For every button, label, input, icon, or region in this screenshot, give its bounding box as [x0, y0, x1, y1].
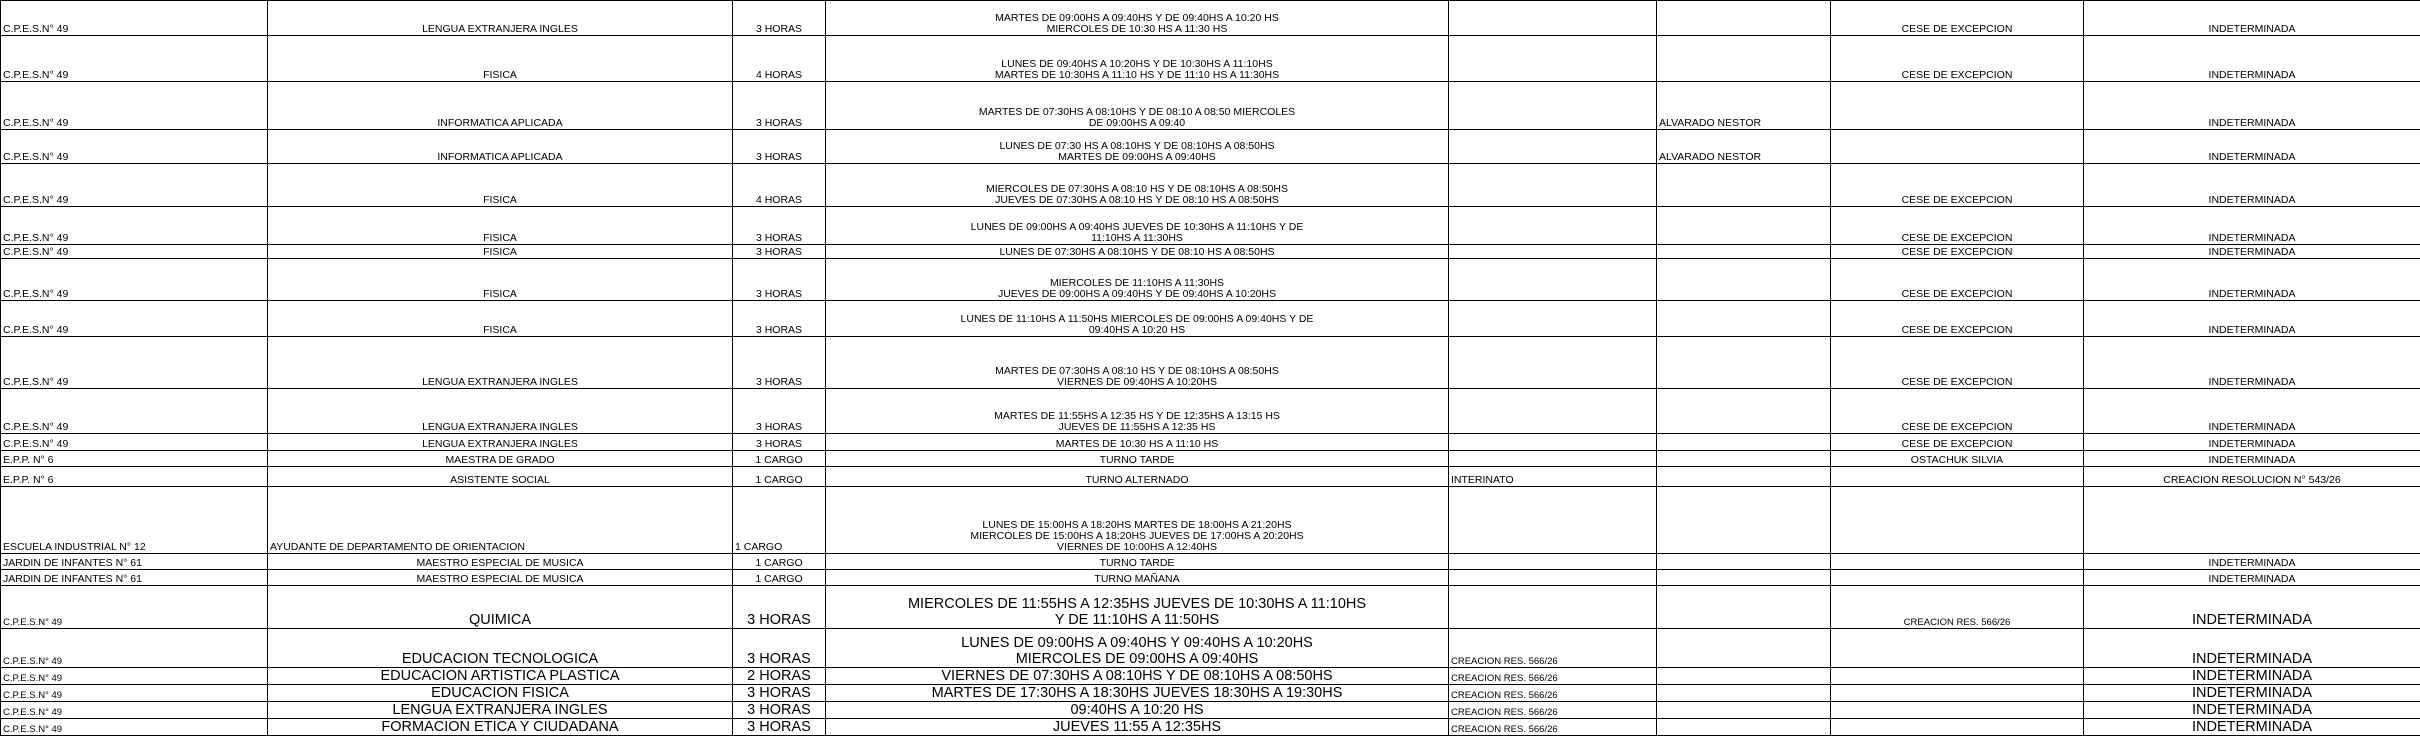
hours-cell: 3 HORAS — [733, 629, 826, 668]
schedule-line: MARTES DE 09:00HS A 09:40HS Y DE 09:40HS A 10:20 HS — [995, 12, 1279, 24]
name-cell — [1657, 259, 1831, 301]
type-cell: INDETERMINADA — [2084, 685, 2420, 702]
situation-cell — [1449, 586, 1657, 629]
subject-cell: INFORMATICA APLICADA — [268, 82, 733, 130]
hours-cell: 3 HORAS — [733, 245, 826, 259]
situation-cell — [1449, 451, 1657, 467]
subject-cell: FISICA — [268, 36, 733, 82]
hours-cell: 3 HORAS — [733, 719, 826, 736]
schedule-line: LUNES DE 07:30HS A 08:10HS Y DE 08:10 HS A 08:50HS — [999, 246, 1275, 258]
hours-cell: 3 HORAS — [733, 301, 826, 337]
institution-cell: C.P.E.S.N° 49 — [1, 245, 268, 259]
schedule-cell — [826, 554, 1449, 570]
type-cell: INDETERMINADA — [2084, 245, 2420, 259]
name-cell — [1657, 434, 1831, 451]
schedule-cell — [826, 570, 1449, 586]
status-cell: CESE DE EXCEPCION — [1831, 259, 2084, 301]
table-row — [1, 434, 2420, 451]
name-cell — [1657, 570, 1831, 586]
institution-cell: C.P.E.S.N° 49 — [1, 719, 268, 736]
type-cell: INDETERMINADA — [2084, 130, 2420, 164]
institution-cell: C.P.E.S.N° 49 — [1, 389, 268, 434]
table-row — [1, 130, 2420, 164]
type-cell: INDETERMINADA — [2084, 702, 2420, 719]
name-cell — [1657, 389, 1831, 434]
status-cell — [1831, 487, 2084, 554]
hours-cell: 3 HORAS — [733, 82, 826, 130]
status-cell — [1831, 554, 2084, 570]
schedule-line: MIERCOLES DE 09:00HS A 09:40HS — [1015, 651, 1259, 667]
subject-cell: EDUCACION FISICA — [268, 685, 733, 702]
situation-cell — [1449, 301, 1657, 337]
schedule-cell — [826, 487, 1449, 554]
subject-cell: QUIMICA — [268, 586, 733, 629]
table-row — [1, 36, 2420, 82]
status-cell — [1831, 668, 2084, 685]
hours-cell: 4 HORAS — [733, 36, 826, 82]
status-cell: CESE DE EXCEPCION — [1831, 434, 2084, 451]
situation-cell — [1449, 389, 1657, 434]
institution-cell: C.P.E.S.N° 49 — [1, 629, 268, 668]
schedule-cell — [826, 337, 1449, 389]
type-cell: INDETERMINADA — [2084, 389, 2420, 434]
status-cell: CESE DE EXCEPCION — [1831, 337, 2084, 389]
schedule-line: MARTES DE 10:30 HS A 11:10 HS — [1055, 438, 1219, 450]
situation-cell: CREACION RES. 566/26 — [1449, 685, 1657, 702]
hours-cell: 3 HORAS — [733, 207, 826, 245]
name-cell — [1657, 685, 1831, 702]
type-cell: INDETERMINADA — [2084, 301, 2420, 337]
hours-cell: 1 CARGO — [733, 467, 826, 487]
institution-cell: C.P.E.S.N° 49 — [1, 668, 268, 685]
situation-cell: CREACION RES. 566/26 — [1449, 668, 1657, 685]
schedule-cell — [826, 36, 1449, 82]
type-cell: INDETERMINADA — [2084, 668, 2420, 685]
institution-cell: C.P.E.S.N° 49 — [1, 301, 268, 337]
schedule-line: MARTES DE 11:55HS A 12:35 HS Y DE 12:35HS A 13:15 HS — [994, 410, 1280, 422]
situation-cell — [1449, 36, 1657, 82]
subject-cell: LENGUA EXTRANJERA INGLES — [268, 434, 733, 451]
schedule-line: 09:40HS A 10:20 HS — [1088, 324, 1186, 336]
table-row — [1, 245, 2420, 259]
situation-cell — [1449, 1, 1657, 36]
table-row — [1, 207, 2420, 245]
subject-cell: FISICA — [268, 207, 733, 245]
table-row — [1, 586, 2420, 629]
status-cell — [1831, 570, 2084, 586]
situation-cell: INTERINATO — [1449, 467, 1657, 487]
table-row — [1, 1, 2420, 36]
institution-cell: C.P.E.S.N° 49 — [1, 1, 268, 36]
institution-cell: C.P.E.S.N° 49 — [1, 82, 268, 130]
status-cell: OSTACHUK SILVIA — [1831, 451, 2084, 467]
schedule-line: LUNES DE 11:10HS A 11:50HS MIERCOLES DE 09:00HS A 09:40HS Y DE — [960, 313, 1314, 325]
status-cell: CESE DE EXCEPCION — [1831, 389, 2084, 434]
institution-cell: C.P.E.S.N° 49 — [1, 164, 268, 207]
status-cell — [1831, 719, 2084, 736]
schedule-cell — [826, 451, 1449, 467]
schedule-line: JUEVES DE 11:55HS A 12:35 HS — [1058, 421, 1216, 433]
situation-cell — [1449, 570, 1657, 586]
situation-cell: CREACION RES. 566/26 — [1449, 702, 1657, 719]
situation-cell — [1449, 130, 1657, 164]
subject-cell: FISICA — [268, 301, 733, 337]
status-cell: CESE DE EXCEPCION — [1831, 245, 2084, 259]
schedule-line: JUEVES DE 09:00HS A 09:40HS Y DE 09:40HS A 10:20HS — [997, 288, 1277, 300]
schedule-line: MIERCOLES DE 07:30HS A 08:10 HS Y DE 08:10HS A 08:50HS — [986, 183, 1288, 195]
schedule-line: LUNES DE 15:00HS A 18:20HS MARTES DE 18:00HS A 21:20HS — [982, 519, 1292, 531]
table-row — [1, 467, 2420, 487]
table-row — [1, 301, 2420, 337]
institution-cell: C.P.E.S.N° 49 — [1, 586, 268, 629]
schedule-line: 11:10HS A 11:30HS — [1091, 232, 1183, 244]
name-cell — [1657, 1, 1831, 36]
table-row — [1, 685, 2420, 702]
subject-cell: FISICA — [268, 245, 733, 259]
table-row — [1, 702, 2420, 719]
institution-cell: C.P.E.S.N° 49 — [1, 702, 268, 719]
schedule-line: MIERCOLES DE 15:00HS A 18:20HS JUEVES DE 17:00HS A 20:20HS — [970, 530, 1304, 542]
schedule-line: LUNES DE 09:00HS A 09:40HS JUEVES DE 10:30HS A 11:10HS Y DE — [970, 221, 1304, 233]
situation-cell — [1449, 164, 1657, 207]
hours-cell: 1 CARGO — [733, 554, 826, 570]
type-cell: INDETERMINADA — [2084, 36, 2420, 82]
schedule-line: JUEVES 11:55 A 12:35HS — [1052, 719, 1222, 735]
name-cell — [1657, 301, 1831, 337]
type-cell: INDETERMINADA — [2084, 164, 2420, 207]
situation-cell — [1449, 554, 1657, 570]
hours-cell: 3 HORAS — [733, 259, 826, 301]
situation-cell — [1449, 434, 1657, 451]
institution-cell: C.P.E.S.N° 49 — [1, 130, 268, 164]
hours-cell: 2 HORAS — [733, 668, 826, 685]
institution-cell: C.P.E.S.N° 49 — [1, 36, 268, 82]
schedule-line: DE 09:00HS A 09:40 — [1088, 117, 1186, 129]
schedule-line: MARTES DE 17:30HS A 18:30HS JUEVES 18:30HS A 19:30HS — [931, 685, 1343, 701]
schedule-line: LUNES DE 07:30 HS A 08:10HS Y DE 08:10HS A 08:50HS — [999, 140, 1275, 152]
type-cell: INDETERMINADA — [2084, 451, 2420, 467]
type-cell: CREACION RESOLUCION N° 543/26 — [2084, 467, 2420, 487]
schedule-line: VIERNES DE 09:40HS A 10:20HS — [1057, 376, 1217, 388]
schedule-line: MARTES DE 09:00HS A 09:40HS — [1058, 151, 1216, 163]
status-cell: CESE DE EXCEPCION — [1831, 164, 2084, 207]
subject-cell: LENGUA EXTRANJERA INGLES — [268, 702, 733, 719]
schedule-line: VIERNES DE 10:00HS A 12:40HS — [1057, 541, 1217, 553]
status-cell — [1831, 702, 2084, 719]
type-cell: INDETERMINADA — [2084, 586, 2420, 629]
status-cell — [1831, 130, 2084, 164]
subject-cell: FISICA — [268, 164, 733, 207]
hours-cell: 3 HORAS — [733, 1, 826, 36]
situation-cell — [1449, 337, 1657, 389]
schedule-cell — [826, 301, 1449, 337]
schedule-line: LUNES DE 09:40HS A 10:20HS Y DE 10:30HS A 11:10HS — [1001, 58, 1273, 70]
name-cell — [1657, 36, 1831, 82]
situation-cell — [1449, 245, 1657, 259]
type-cell: INDETERMINADA — [2084, 554, 2420, 570]
institution-cell: C.P.E.S.N° 49 — [1, 259, 268, 301]
status-cell: CREACION RES. 566/26 — [1831, 586, 2084, 629]
situation-cell — [1449, 487, 1657, 554]
type-cell: INDETERMINADA — [2084, 82, 2420, 130]
situation-cell — [1449, 207, 1657, 245]
table-row — [1, 629, 2420, 668]
name-cell — [1657, 337, 1831, 389]
schedule-line: TURNO ALTERNADO — [1085, 474, 1189, 486]
type-cell: INDETERMINADA — [2084, 207, 2420, 245]
name-cell — [1657, 245, 1831, 259]
subject-cell: AYUDANTE DE DEPARTAMENTO DE ORIENTACION — [268, 487, 733, 554]
table-row — [1, 719, 2420, 736]
schedule-line: Y DE 11:10HS A 11:50HS — [1054, 612, 1220, 628]
institution-cell: E.P.P. N° 6 — [1, 451, 268, 467]
table-row — [1, 337, 2420, 389]
schedule-cell — [826, 702, 1449, 719]
subject-cell: LENGUA EXTRANJERA INGLES — [268, 1, 733, 36]
institution-cell: C.P.E.S.N° 49 — [1, 207, 268, 245]
name-cell — [1657, 629, 1831, 668]
subject-cell: FISICA — [268, 259, 733, 301]
schedule-cell — [826, 668, 1449, 685]
type-cell: INDETERMINADA — [2084, 259, 2420, 301]
status-cell — [1831, 467, 2084, 487]
hours-cell: 3 HORAS — [733, 337, 826, 389]
type-cell: INDETERMINADA — [2084, 570, 2420, 586]
name-cell: ALVARADO NESTOR — [1657, 82, 1831, 130]
institution-cell: JARDIN DE INFANTES N° 61 — [1, 554, 268, 570]
table-row — [1, 570, 2420, 586]
subject-cell: MAESTRA DE GRADO — [268, 451, 733, 467]
hours-cell: 3 HORAS — [733, 586, 826, 629]
name-cell: ALVARADO NESTOR — [1657, 130, 1831, 164]
hours-cell: 3 HORAS — [733, 685, 826, 702]
subject-cell: LENGUA EXTRANJERA INGLES — [268, 389, 733, 434]
schedule-cell — [826, 389, 1449, 434]
table-row — [1, 487, 2420, 554]
name-cell — [1657, 668, 1831, 685]
status-cell — [1831, 629, 2084, 668]
name-cell — [1657, 586, 1831, 629]
schedule-cell — [826, 685, 1449, 702]
subject-cell: MAESTRO ESPECIAL DE MUSICA — [268, 554, 733, 570]
schedule-line: MIERCOLES DE 11:55HS A 12:35HS JUEVES DE 10:30HS A 11:10HS — [907, 596, 1367, 612]
institution-cell: C.P.E.S.N° 49 — [1, 685, 268, 702]
schedule-cell — [826, 719, 1449, 736]
name-cell — [1657, 164, 1831, 207]
hours-cell: 3 HORAS — [733, 702, 826, 719]
schedule-cell — [826, 164, 1449, 207]
schedule-line: MARTES DE 07:30HS A 08:10 HS Y DE 08:10HS A 08:50HS — [995, 365, 1279, 377]
situation-cell — [1449, 82, 1657, 130]
status-cell — [1831, 685, 2084, 702]
hours-cell: 1 CARGO — [733, 487, 826, 554]
schedule-line: MIERCOLES DE 11:10HS A 11:30HS — [1049, 277, 1225, 289]
schedule-cell — [826, 245, 1449, 259]
schedule-cell — [826, 207, 1449, 245]
institution-cell: ESCUELA INDUSTRIAL N° 12 — [1, 487, 268, 554]
subject-cell: FORMACION ETICA Y CIUDADANA — [268, 719, 733, 736]
name-cell — [1657, 451, 1831, 467]
subject-cell: EDUCACION TECNOLOGICA — [268, 629, 733, 668]
subject-cell: ASISTENTE SOCIAL — [268, 467, 733, 487]
status-cell: CESE DE EXCEPCION — [1831, 1, 2084, 36]
status-cell: CESE DE EXCEPCION — [1831, 36, 2084, 82]
institution-cell: JARDIN DE INFANTES N° 61 — [1, 570, 268, 586]
situation-cell — [1449, 259, 1657, 301]
type-cell: INDETERMINADA — [2084, 629, 2420, 668]
type-cell: INDETERMINADA — [2084, 337, 2420, 389]
hours-cell: 3 HORAS — [733, 389, 826, 434]
schedule-cell — [826, 467, 1449, 487]
schedule-cell — [826, 629, 1449, 668]
subject-cell: EDUCACION ARTISTICA PLASTICA — [268, 668, 733, 685]
schedule-line: MARTES DE 10:30HS A 11:10 HS Y DE 11:10 HS A 11:30HS — [994, 69, 1280, 81]
type-cell — [2084, 487, 2420, 554]
status-cell — [1831, 82, 2084, 130]
schedule-line: JUEVES DE 07:30HS A 08:10 HS Y DE 08:10 HS A 08:50HS — [995, 194, 1279, 206]
table-row — [1, 164, 2420, 207]
schedule-cell — [826, 82, 1449, 130]
schedule-line: MIERCOLES DE 10:30 HS A 11:30 HS — [1046, 23, 1228, 35]
schedule-line: MARTES DE 07:30HS A 08:10HS Y DE 08:10 A 08:50 MIERCOLES — [978, 106, 1296, 118]
name-cell — [1657, 719, 1831, 736]
schedule-line: TURNO TARDE — [1099, 557, 1175, 569]
name-cell — [1657, 702, 1831, 719]
table-row — [1, 554, 2420, 570]
institution-cell: C.P.E.S.N° 49 — [1, 337, 268, 389]
subject-cell: MAESTRO ESPECIAL DE MUSICA — [268, 570, 733, 586]
schedule-cell — [826, 130, 1449, 164]
institution-cell: C.P.E.S.N° 49 — [1, 434, 268, 451]
hours-cell: 1 CARGO — [733, 451, 826, 467]
type-cell: INDETERMINADA — [2084, 719, 2420, 736]
institution-cell: E.P.P. N° 6 — [1, 467, 268, 487]
table-row — [1, 82, 2420, 130]
hours-cell: 3 HORAS — [733, 130, 826, 164]
schedule-line: TURNO MAÑANA — [1094, 573, 1180, 585]
type-cell: INDETERMINADA — [2084, 1, 2420, 36]
hours-cell: 1 CARGO — [733, 570, 826, 586]
name-cell — [1657, 487, 1831, 554]
schedule-cell — [826, 434, 1449, 451]
schedule-line: 09:40HS A 10:20 HS — [1070, 702, 1204, 718]
schedule-cell — [826, 259, 1449, 301]
name-cell — [1657, 554, 1831, 570]
schedule-cell — [826, 586, 1449, 629]
subject-cell: LENGUA EXTRANJERA INGLES — [268, 337, 733, 389]
table-row — [1, 668, 2420, 685]
table-row — [1, 259, 2420, 301]
name-cell — [1657, 207, 1831, 245]
hours-cell: 4 HORAS — [733, 164, 826, 207]
situation-cell: CREACION RES. 566/26 — [1449, 629, 1657, 668]
status-cell: CESE DE EXCEPCION — [1831, 301, 2084, 337]
schedule-line: VIERNES DE 07:30HS A 08:10HS Y DE 08:10HS A 08:50HS — [941, 668, 1333, 684]
schedule-line: LUNES DE 09:00HS A 09:40HS Y 09:40HS A 10:20HS — [961, 635, 1313, 651]
name-cell — [1657, 467, 1831, 487]
table-row — [1, 451, 2420, 467]
table-row — [1, 389, 2420, 434]
hours-cell: 3 HORAS — [733, 434, 826, 451]
schedule-cell — [826, 1, 1449, 36]
type-cell: INDETERMINADA — [2084, 434, 2420, 451]
subject-cell: INFORMATICA APLICADA — [268, 130, 733, 164]
status-cell: CESE DE EXCEPCION — [1831, 207, 2084, 245]
situation-cell: CREACION RES. 566/26 — [1449, 719, 1657, 736]
schedule-line: TURNO TARDE — [1099, 454, 1175, 466]
